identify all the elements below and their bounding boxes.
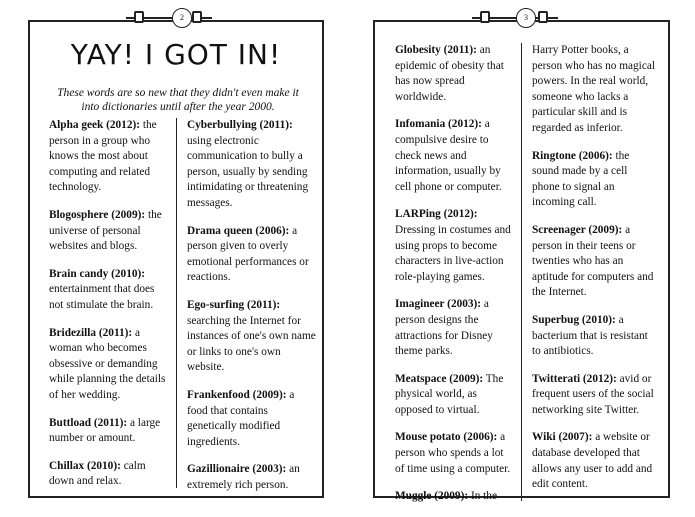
- column-divider: [176, 118, 177, 488]
- entry-definition: Dressing in costumes and using props to become characters in live-action role-playing games.: [395, 223, 511, 283]
- entry-term: Wiki (2007):: [532, 431, 593, 444]
- page-title: YAY! I GOT IN!: [70, 38, 282, 71]
- entry-term: Brain candy (2010):: [49, 267, 146, 280]
- entry-definition: a food that contains genetically modified ingredients.: [187, 388, 295, 448]
- entry-term: Infomania (2012):: [395, 118, 482, 131]
- toilet-roll-icon: [472, 8, 558, 24]
- toilet-roll-icon: [126, 8, 212, 24]
- entry-definition: the universe of personal websites and blogs.: [49, 208, 162, 253]
- entry-definition: a person given to overly emotional performances or reactions.: [187, 224, 309, 284]
- glossary-entry: [395, 489, 513, 505]
- glossary-entry: [395, 297, 513, 359]
- glossary-entry: [395, 430, 513, 477]
- entry-term: Imagineer (2003):: [395, 298, 482, 311]
- entry-definition: a large number or amount.: [49, 416, 161, 445]
- entry-definition: the person in a group who knows the most about computing and related technology.: [49, 119, 157, 194]
- glossary-entry: [395, 207, 513, 285]
- entry-term: Cyberbullying (2011):: [187, 119, 293, 131]
- glossary-entry: [49, 118, 169, 196]
- glossary-entry: [395, 372, 513, 419]
- page-subtitle: These words are so new that they didn't even make it into dictionaries until after the year 2000.: [57, 87, 299, 113]
- entry-definition: the sound made by a cell phone to signal an incoming call.: [532, 149, 630, 209]
- entry-term: Muggle (2009):: [395, 490, 469, 503]
- glossary-entry: [532, 223, 656, 301]
- entry-definition: a compulsive desire to check news and information, usually by cell phone or computer.: [395, 118, 502, 193]
- entry-term: Ringtone (2006):: [532, 149, 613, 162]
- glossary-entry: [49, 267, 169, 314]
- entry-definition: The physical world, as opposed to virtual.: [395, 372, 504, 416]
- entry-definition: a woman who becomes obsessive or demanding while planning the details of her wedding.: [49, 326, 166, 401]
- entry-definition: a person who spends a lot of time using a computer.: [395, 431, 511, 475]
- entry-term: Bridezilla (2011):: [49, 326, 133, 339]
- glossary-entry: [532, 149, 656, 211]
- entry-term: Frankenfood (2009):: [187, 388, 287, 401]
- entry-term: Mouse potato (2006):: [395, 431, 498, 444]
- glossary-entry: [395, 43, 513, 105]
- glossary-entry: [532, 430, 656, 492]
- column-divider: [521, 43, 522, 501]
- glossary-entry: [532, 43, 656, 137]
- right-page: [373, 20, 670, 503]
- entry-term: Chillax (2010):: [49, 459, 121, 472]
- glossary-entry: [187, 224, 317, 286]
- entry-term: LARPing (2012):: [395, 208, 478, 221]
- glossary-entry: [395, 117, 513, 195]
- entry-definition: searching the Internet for instances of one's own name or links to one's own website.: [187, 314, 316, 374]
- glossary-entry: [49, 416, 169, 447]
- entry-term: Alpha geek (2012):: [49, 119, 140, 131]
- entry-term: Gazillionaire (2003):: [187, 463, 287, 476]
- glossary-entry: [49, 459, 169, 490]
- entry-term: Twitterati (2012):: [532, 372, 617, 385]
- entry-definition: a bacterium that is resistant to antibiotics.: [532, 313, 648, 358]
- glossary-entry: [532, 372, 656, 419]
- entry-definition: entertainment that does not stimulate the brain.: [49, 283, 155, 311]
- page-number: 2: [172, 8, 192, 28]
- glossary-entry: [187, 118, 317, 212]
- glossary-entry: [532, 313, 656, 360]
- entry-term: Globesity (2011):: [395, 44, 477, 56]
- glossary-entry: [187, 388, 317, 450]
- left-column-1: [49, 118, 169, 502]
- glossary-entry: [49, 208, 169, 255]
- entry-definition: a website or database developed that allows any user to add and edit content.: [532, 431, 653, 491]
- entry-definition: an extremely rich person.: [187, 463, 300, 491]
- entry-definition: calm down and relax.: [49, 459, 146, 488]
- entry-definition: using electronic communication to bully a person, usually by sending intimidating or threatening messages.: [187, 134, 309, 209]
- entry-term: Ego-surfing (2011):: [187, 298, 281, 311]
- entry-definition: a person designs the attractions for Disney theme parks.: [395, 298, 493, 358]
- right-column-2: [532, 43, 656, 505]
- entry-definition: a person in their teens or twenties who has an aptitude for computers and the Internet.: [532, 223, 654, 299]
- entry-definition: avid or frequent users of the social networking site Twitter.: [532, 372, 654, 416]
- glossary-entry: [49, 326, 169, 404]
- entry-definition: an epidemic of obesity that has now spread worldwide.: [395, 44, 504, 103]
- left-column-2: [187, 118, 317, 505]
- entry-term: Drama queen (2006):: [187, 224, 290, 237]
- right-column-1: [395, 43, 513, 517]
- entry-definition: Harry Potter books, a person who has no magical powers. In the real world, someone who lacks a particular skill and is regarded as inferior.: [532, 44, 655, 134]
- entry-term: Screenager (2009):: [532, 223, 623, 236]
- glossary-entry: [187, 462, 317, 493]
- page-number: 3: [516, 8, 536, 28]
- glossary-entry: [187, 298, 317, 376]
- left-page: [28, 20, 324, 498]
- entry-term: Superbug (2010):: [532, 313, 616, 326]
- entry-term: Meatspace (2009):: [395, 372, 484, 385]
- entry-term: Buttload (2011):: [49, 416, 128, 429]
- entry-term: Blogosphere (2009):: [49, 208, 146, 221]
- entry-definition: In the: [470, 490, 497, 503]
